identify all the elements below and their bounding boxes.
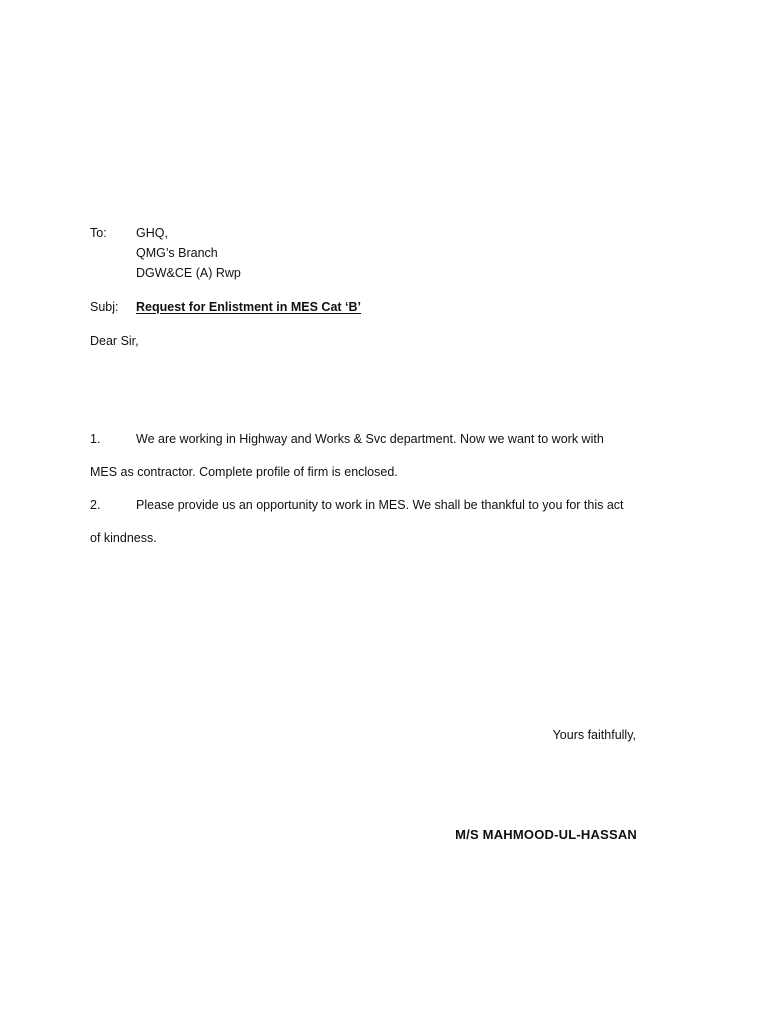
paragraph-1-first-line: We are working in Highway and Works & Svc department. Now we want to work with [136,432,604,446]
salutation: Dear Sir, [90,334,139,348]
subject-label: Subj: [90,300,119,314]
paragraph-2-first-line: Please provide us an opportunity to work in MES. We shall be thankful to you for this act [136,498,624,512]
paragraph-2-number: 2. [90,498,101,512]
paragraph-1-continuation: MES as contractor. Complete profile of firm is enclosed. [90,465,398,479]
recipient-line-ghq: GHQ, [136,226,168,240]
closing-phrase: Yours faithfully, [552,728,636,742]
recipient-line-directorate: DGW&CE (A) Rwp [136,266,241,280]
to-label: To: [90,226,107,240]
paragraph-1-number: 1. [90,432,101,446]
signature-name: M/S MAHMOOD-UL-HASSAN [455,827,637,842]
recipient-line-branch: QMG’s Branch [136,246,218,260]
subject-text: Request for Enlistment in MES Cat ‘B’ [136,300,362,314]
paragraph-2-continuation: of kindness. [90,531,157,545]
